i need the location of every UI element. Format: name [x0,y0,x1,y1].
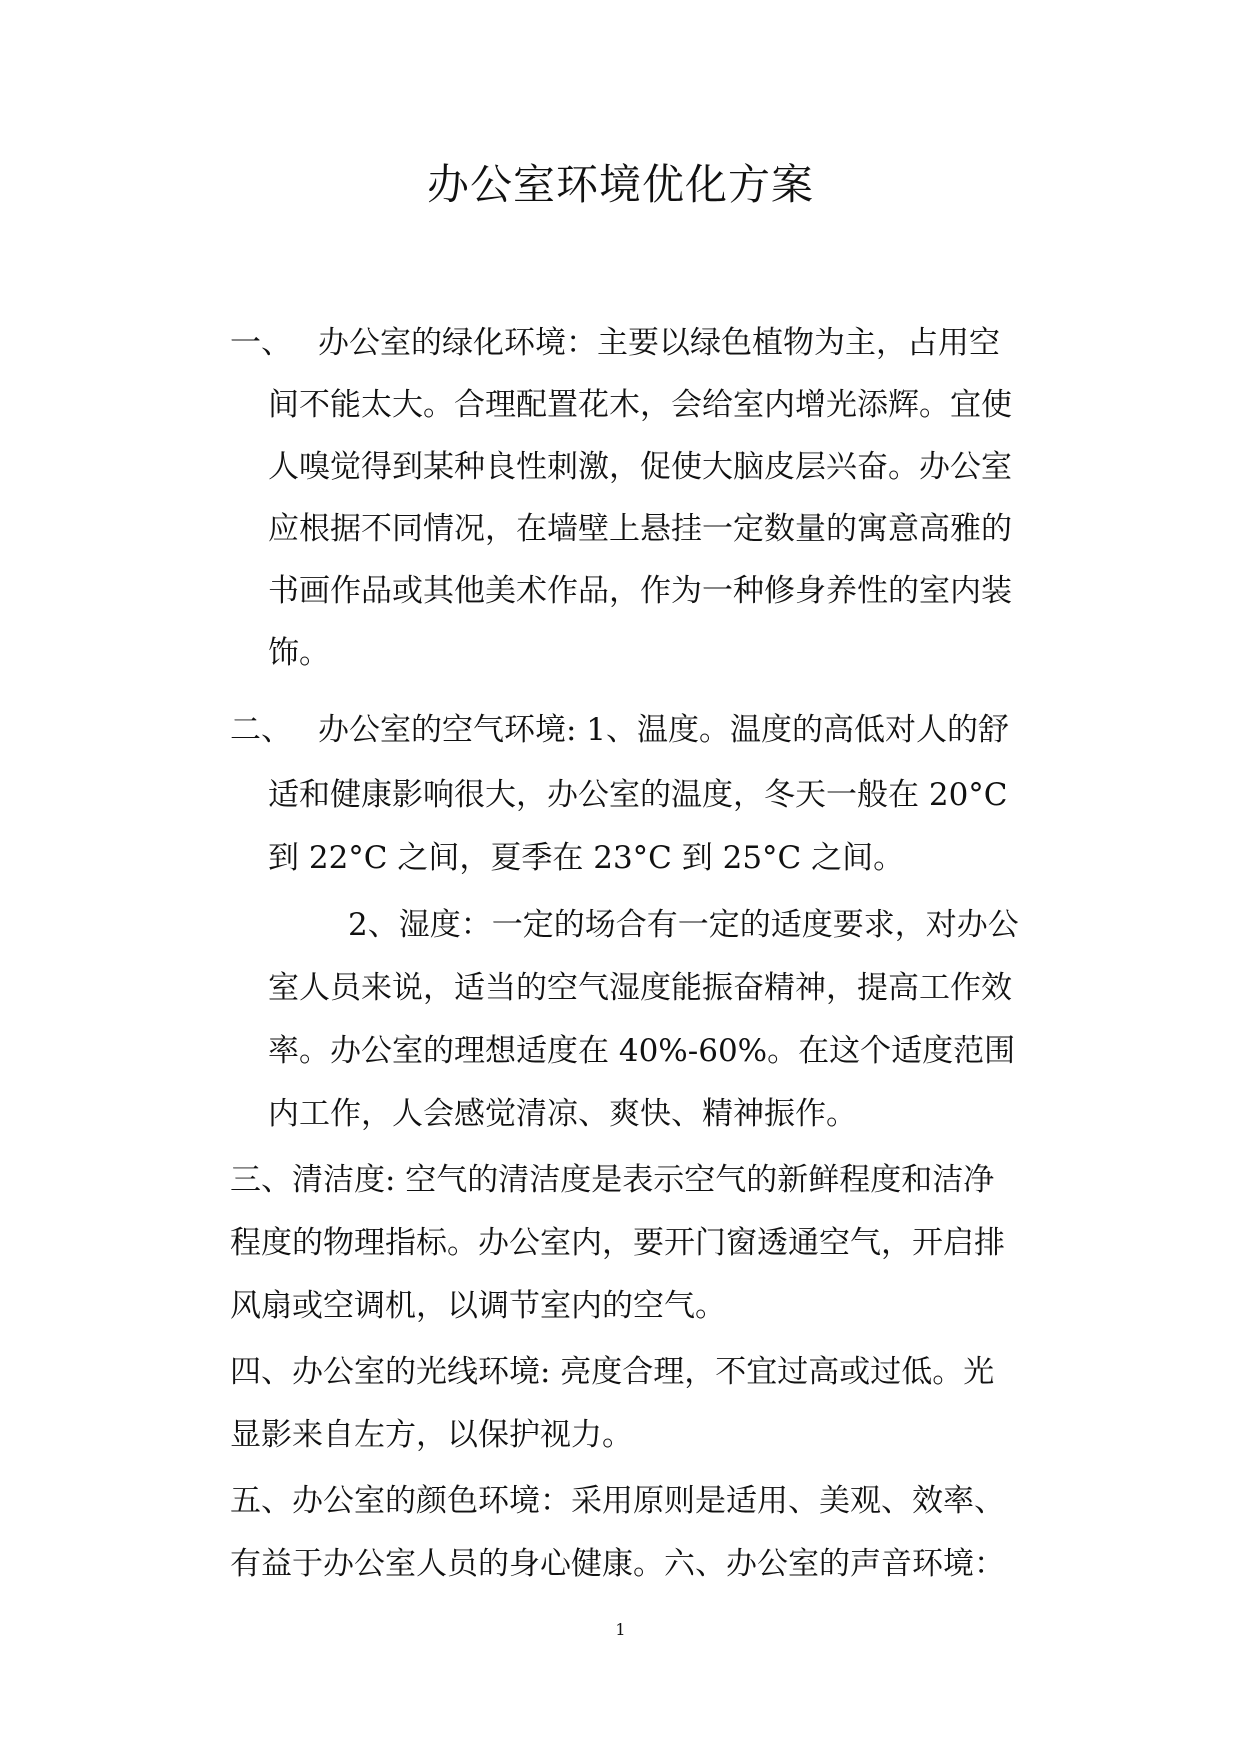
text-line: 饰。 [268,635,330,671]
text-line: 办公室的绿化环境：主要以绿色植物为主，占用空 [318,325,1000,361]
page-number: 1 [615,1620,626,1639]
text-line: 显影来自左方，以保护视力。 [230,1417,633,1453]
text-line: 四、办公室的光线环境: 亮度合理，不宜过高或过低。光 [230,1354,995,1390]
text-line: 办公室的空气环境: 1、温度。温度的高低对人的舒 [318,712,1010,748]
text-line: 有益于办公室人员的身心健康。六、办公室的声音环境： [230,1546,1005,1582]
document-title: 办公室环境优化方案 [426,160,814,209]
text-line: 间不能太大。合理配置花木，会给室内增光添辉。宜使 [268,387,1012,423]
text-line: 书画作品或其他美术作品，作为一种修身养性的室内装 [268,573,1012,609]
text-line: 人嗅觉得到某种良性刺激，促使大脑皮层兴奋。办公室 [268,449,1012,485]
text-line: 适和健康影响很大，办公室的温度，冬天一般在 20°C [268,777,1008,813]
text-line: 应根据不同情况，在墙壁上悬挂一定数量的寓意高雅的 [268,511,1012,547]
text-line: 2、湿度：一定的场合有一定的适度要求，对办公 [348,907,1019,943]
text-line: 到 22°C 之间，夏季在 23°C 到 25°C 之间。 [268,840,905,876]
text-line: 五、办公室的颜色环境：采用原则是适用、美观、效率、 [230,1483,1005,1519]
text-line: 程度的物理指标。办公室内，要开门窗透通空气，开启排 [230,1225,1005,1261]
item-marker-1: 一、 [230,325,292,361]
item-marker-2: 二、 [230,712,292,748]
text-line: 室人员来说，适当的空气湿度能振奋精神，提高工作效 [268,970,1012,1006]
text-line: 风扇或空调机，以调节室内的空气。 [230,1288,726,1324]
text-line: 三、清洁度: 空气的清洁度是表示空气的新鲜程度和洁净 [230,1162,995,1198]
text-line: 率。办公室的理想适度在 40%-60%。在这个适度范围 [268,1033,1016,1069]
text-line: 内工作，人会感觉清凉、爽快、精神振作。 [268,1096,857,1132]
